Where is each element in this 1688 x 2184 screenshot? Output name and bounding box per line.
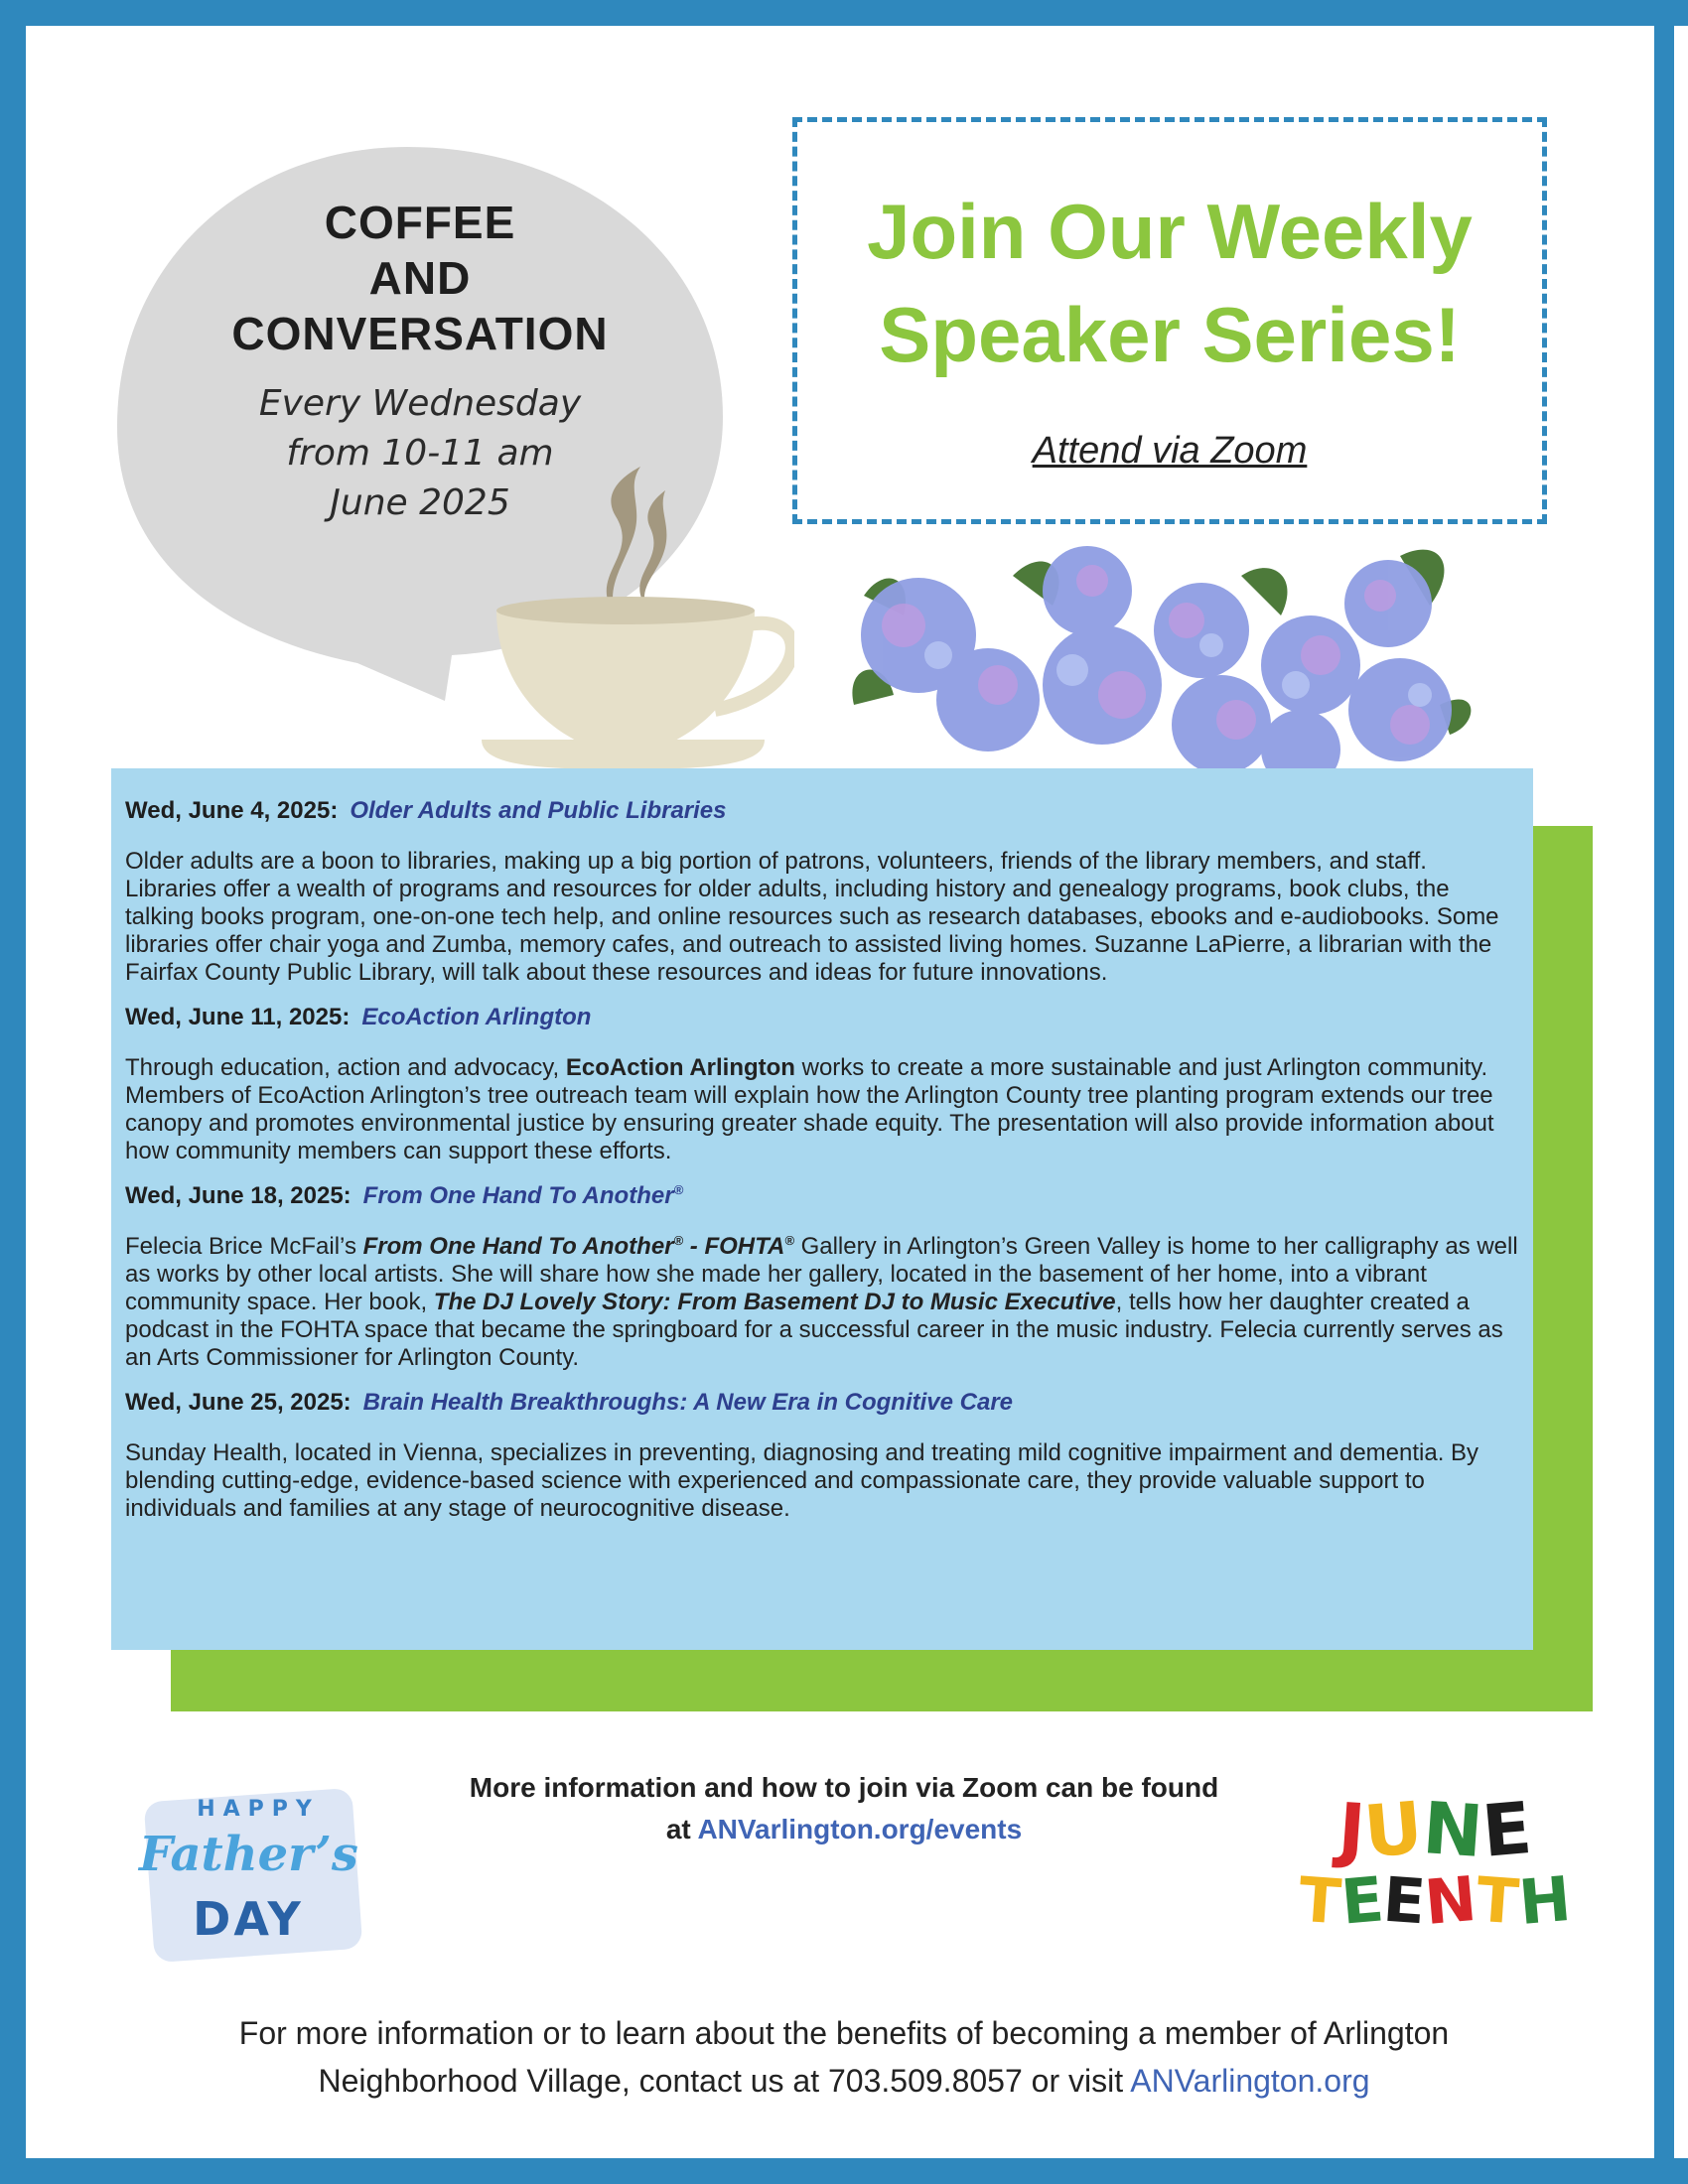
event-heading — [125, 1181, 1519, 1211]
event-title: EcoAction Arlington — [361, 1004, 592, 1030]
event-description — [125, 1233, 1519, 1372]
fathers-day-day: DAY — [193, 1892, 304, 1946]
event-item — [125, 1181, 1519, 1372]
event-description: Older adults are a boon to libraries, making up a big portion of patrons, volunteers, friends of the library members, and staff. Libraries offer a wealth of programs and resources for older adults, including history and genealogy programs, book clubs, the talking books program, one-on-one tech help, and online resources such as research databases, ebooks and e-audiobooks. Some libraries offer chair yoga and Zumba, memory cafes, and outreach to assisted living homes. Suzanne LaPierre, a librarian with the Fairfax County Public Library, will talk about these resources and ideas for future innovations. — [125, 848, 1499, 986]
event-description-gallery-abbr: - FOHTA — [683, 1233, 785, 1260]
coffee-title-line: CONVERSATION — [231, 308, 609, 359]
event-description-org: EcoAction Arlington — [565, 1054, 795, 1081]
coffee-title-line: COFFEE — [324, 197, 516, 248]
events-panel — [111, 768, 1533, 1650]
event-description: Sunday Health, located in Vienna, specializes in preventing, diagnosing and treating mild cognitive impairment and dementia. By blending cutting-edge, evidence-based science with experienced and compassionate care, they provide valuable support to individuals and families at any stage of neurocognitive disease. — [125, 1439, 1479, 1522]
zoom-info-line: More information and how to join via Zoom can be found — [469, 1772, 1219, 1803]
event-description-text: Gallery in Arlington’s Green Valley is home to her calligraphy as well as works by other local artists. She will share how she made her gallery, located in the basement of her home, into a vibrant community space. Her book, — [125, 1233, 1518, 1315]
registered-mark: ® — [673, 1233, 684, 1248]
hydrangea-flowers-icon — [844, 536, 1479, 774]
event-description-text: Through education, action and advocacy, — [125, 1054, 566, 1081]
juneteenth-letter: U — [1360, 1785, 1427, 1874]
juneteenth-row — [1316, 1785, 1554, 1874]
registered-mark: ® — [784, 1233, 794, 1248]
membership-footer — [139, 2009, 1549, 2105]
footer-line — [139, 2057, 1549, 2105]
coffee-schedule-line: Every Wednesday — [258, 383, 582, 424]
coffee-title — [129, 195, 711, 361]
event-item — [125, 1003, 1519, 1165]
event-description-book: The DJ Lovely Story: From Basement DJ to Music Executive — [433, 1289, 1116, 1315]
juneteenth-letter: T — [1474, 1862, 1522, 1939]
juneteenth-letter: N — [1422, 1861, 1480, 1940]
event-description-text: works to create a more sustainable and just Arlington community. Members of EcoAction Arlington’s tree outreach team will explain how the Arlington County tree planting program extends our tree canopy and promotes environmental justice by ensuring greater shade equity. The presentation will also provide information about how community members can support these efforts. — [125, 1054, 1494, 1164]
coffee-cup-icon — [467, 467, 794, 784]
zoom-info-prefix: at — [665, 1814, 698, 1844]
event-item — [125, 1388, 1519, 1523]
juneteenth-logo — [1296, 1785, 1574, 1951]
speaker-series-heading — [797, 180, 1542, 386]
fathers-day-logo — [129, 1777, 367, 1966]
page-border-right — [1654, 0, 1674, 2184]
speaker-series-box — [792, 117, 1547, 524]
event-date: Wed, June 25, 2025: — [125, 1389, 352, 1416]
registered-mark: ® — [673, 1182, 684, 1197]
website-link[interactable]: ANVarlington.org — [1130, 2063, 1370, 2099]
page-border-bottom — [0, 2158, 1688, 2184]
event-date: Wed, June 11, 2025: — [125, 1004, 351, 1030]
juneteenth-letter: E — [1478, 1786, 1535, 1873]
fathers-day-happy: HAPPY — [197, 1797, 320, 1822]
speaker-series-heading-line: Join Our Weekly — [867, 188, 1473, 275]
juneteenth-letter: T — [1296, 1862, 1344, 1939]
juneteenth-letter: H — [1515, 1861, 1574, 1940]
juneteenth-row — [1296, 1861, 1574, 1940]
event-item — [125, 796, 1519, 987]
event-description — [125, 1054, 1519, 1165]
juneteenth-letter: E — [1380, 1862, 1428, 1939]
event-title: Older Adults and Public Libraries — [350, 797, 727, 824]
juneteenth-letter: E — [1337, 1862, 1387, 1939]
speaker-series-heading-line: Speaker Series! — [879, 291, 1461, 378]
attend-via-zoom: Attend via Zoom — [1032, 430, 1308, 472]
event-title: Brain Health Breakthroughs: A New Era in Cognitive Care — [362, 1389, 1014, 1416]
event-title: From One Hand To Another — [362, 1182, 674, 1209]
coffee-schedule-line: from 10-11 am — [286, 433, 554, 474]
footer-line: For more information or to learn about the benefits of becoming a member of Arlington — [238, 2015, 1450, 2051]
juneteenth-letter: J — [1335, 1787, 1368, 1872]
zoom-info-line — [377, 1809, 1311, 1850]
event-heading — [125, 796, 1519, 826]
event-heading — [125, 1388, 1519, 1418]
juneteenth-letter: N — [1420, 1786, 1486, 1873]
zoom-info — [377, 1767, 1311, 1850]
fathers-day-fathers: Father’s — [139, 1827, 358, 1882]
events-link[interactable]: ANVarlington.org/events — [697, 1814, 1023, 1844]
footer-prefix: Neighborhood Village, contact us at 703.509.8057 or visit — [318, 2063, 1131, 2099]
event-description-text: , tells how her daughter created a podcast in the FOHTA space that became the springboard for a successful career in the music industry. Felecia currently serves as an Arts Commissioner for Arlington County. — [125, 1289, 1503, 1371]
coffee-schedule-line: June 2025 — [330, 482, 510, 523]
coffee-title-line: AND — [368, 252, 472, 304]
event-description-gallery: From One Hand To Another — [362, 1233, 674, 1260]
event-heading — [125, 1003, 1519, 1032]
event-date: Wed, June 4, 2025: — [125, 797, 339, 824]
event-description-text: Felecia Brice McFail’s — [125, 1233, 363, 1260]
event-date: Wed, June 18, 2025: — [125, 1182, 352, 1209]
